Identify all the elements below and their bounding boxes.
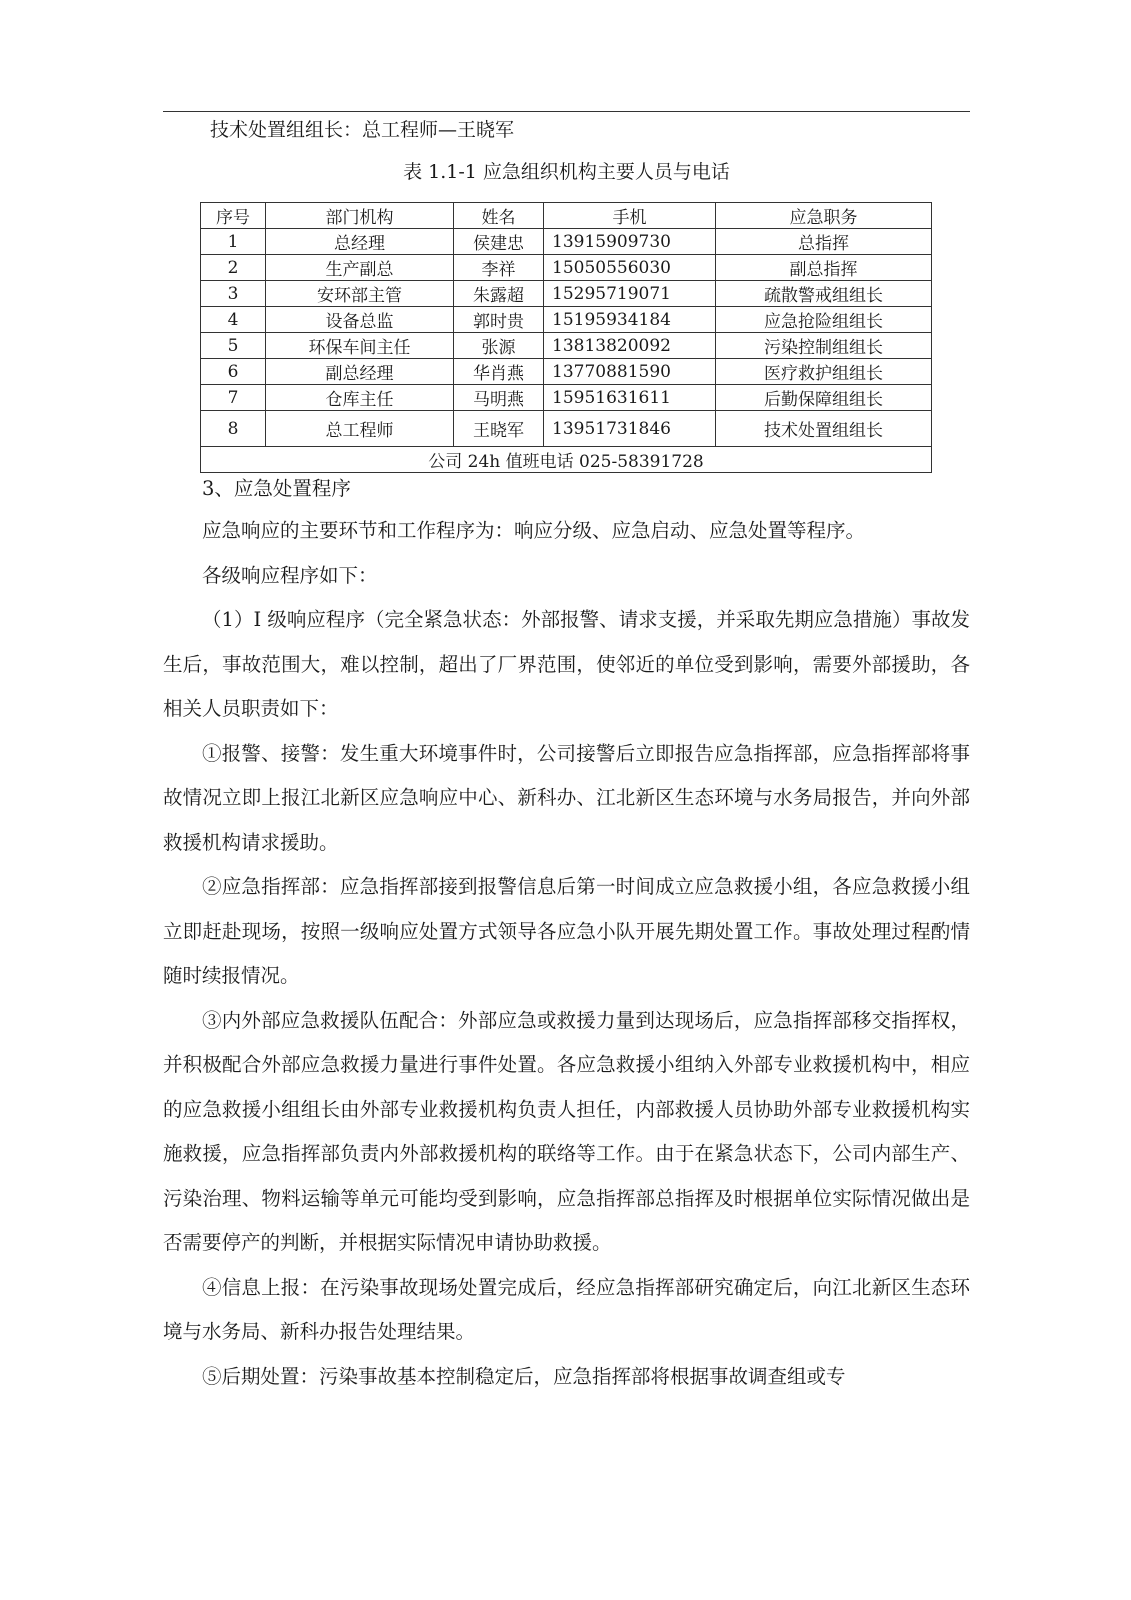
cell-role: 污染控制组组长 — [716, 333, 932, 359]
cell-dept: 设备总监 — [266, 307, 454, 333]
col-header-index: 序号 — [201, 203, 266, 229]
col-header-dept: 部门机构 — [266, 203, 454, 229]
cell-dept: 环保车间主任 — [266, 333, 454, 359]
col-header-name: 姓名 — [454, 203, 544, 229]
header-rule — [163, 111, 970, 112]
duty-phone-note: 公司 24h 值班电话 025-58391728 — [201, 447, 932, 473]
cell-name: 侯建忠 — [454, 229, 544, 255]
paragraph: ②应急指挥部：应急指挥部接到报警信息后第一时间成立应急救援小组，各应急救援小组立即赶赴现场，按照一级响应处置方式领导各应急小队开展先期处置工作。事故处理过程酌情随时续报情况。 — [163, 875, 970, 987]
cell-index: 3 — [201, 281, 266, 307]
body-section — [163, 469, 970, 1399]
cell-index: 6 — [201, 359, 266, 385]
lead-line: 技术处置组组长：总工程师—王晓军 — [210, 119, 515, 141]
cell-dept: 安环部主管 — [266, 281, 454, 307]
paragraph: （1）I 级响应程序（完全紧急状态：外部报警、请求支援，并采取先期应急措施）事故发生后，事故范围大，难以控制，超出了厂界范围，使邻近的单位受到影响，需要外部援助，各相关人员职责如下： — [163, 608, 970, 720]
cell-index: 4 — [201, 307, 266, 333]
cell-phone: 15195934184 — [544, 307, 716, 333]
cell-name: 王晓军 — [454, 411, 544, 447]
cell-dept: 仓库主任 — [266, 385, 454, 411]
table-row — [201, 385, 932, 411]
cell-role: 副总指挥 — [716, 255, 932, 281]
cell-name: 郭时贵 — [454, 307, 544, 333]
cell-phone: 13951731846 — [544, 411, 716, 447]
cell-index: 2 — [201, 255, 266, 281]
cell-index: 7 — [201, 385, 266, 411]
cell-role: 总指挥 — [716, 229, 932, 255]
staff-table — [200, 202, 932, 473]
cell-phone: 13770881590 — [544, 359, 716, 385]
cell-phone: 13813820092 — [544, 333, 716, 359]
cell-role: 医疗救护组组长 — [716, 359, 932, 385]
cell-index: 1 — [201, 229, 266, 255]
cell-name: 李祥 — [454, 255, 544, 281]
table-header-row — [201, 203, 932, 229]
paragraph: ⑤后期处置：污染事故基本控制稳定后，应急指挥部将根据事故调查组或专 — [202, 1364, 846, 1388]
cell-index: 5 — [201, 333, 266, 359]
cell-name: 华肖燕 — [454, 359, 544, 385]
cell-name: 张源 — [454, 333, 544, 359]
cell-role: 技术处置组组长 — [716, 411, 932, 447]
cell-dept: 总经理 — [266, 229, 454, 255]
col-header-role: 应急职务 — [716, 203, 932, 229]
cell-role: 应急抢险组组长 — [716, 307, 932, 333]
table-row — [201, 255, 932, 281]
table-row — [201, 411, 932, 447]
paragraph: ④信息上报：在污染事故现场处置完成后，经应急指挥部研究确定后，向江北新区生态环境与水务局、新科办报告处理结果。 — [163, 1275, 970, 1343]
cell-index: 8 — [201, 411, 266, 447]
paragraph: ①报警、接警：发生重大环境事件时，公司接警后立即报告应急指挥部，应急指挥部将事故情况立即上报江北新区应急响应中心、新科办、江北新区生态环境与水务局报告，并向外部救援机构请求援助。 — [163, 741, 970, 854]
cell-name: 马明燕 — [454, 385, 544, 411]
cell-phone: 15951631611 — [544, 385, 716, 411]
section-heading: 3、应急处置程序 — [202, 477, 351, 500]
paragraph: ③内外部应急救援队伍配合：外部应急或救援力量到达现场后，应急指挥部移交指挥权，并积极配合外部应急救援力量进行事件处置。各应急救援小组纳入外部专业救援机构中，相应的应急救援小组组长由外部专业救援机构负责人担任，内部救援人员协助外部专业救援机构实施救援，应急指挥部负责内外部救援机构的联络等工作。由于在紧急状态下，公司内部生产、污染治理、物料运输等单元可能均受到影响，应急指挥部总指挥及时根据单位实际情况做出是否需要停产的判断，并根据实际情况申请协助救援。 — [163, 1008, 970, 1254]
paragraph: 应急响应的主要环节和工作程序为：响应分级、应急启动、应急处置等程序。 — [202, 519, 866, 542]
paragraph: 各级响应程序如下： — [202, 563, 378, 587]
table-row — [201, 229, 932, 255]
cell-role: 疏散警戒组组长 — [716, 281, 932, 307]
col-header-phone: 手机 — [544, 203, 716, 229]
cell-phone: 15295719071 — [544, 281, 716, 307]
table-row — [201, 281, 932, 307]
table-row — [201, 307, 932, 333]
cell-name: 朱露超 — [454, 281, 544, 307]
table-row — [201, 359, 932, 385]
table-caption: 表 1.1-1 应急组织机构主要人员与电话 — [403, 161, 730, 183]
cell-role: 后勤保障组组长 — [716, 385, 932, 411]
cell-dept: 总工程师 — [266, 411, 454, 447]
cell-dept: 生产副总 — [266, 255, 454, 281]
table-row — [201, 333, 932, 359]
cell-phone: 13915909730 — [544, 229, 716, 255]
cell-phone: 15050556030 — [544, 255, 716, 281]
cell-dept: 副总经理 — [266, 359, 454, 385]
